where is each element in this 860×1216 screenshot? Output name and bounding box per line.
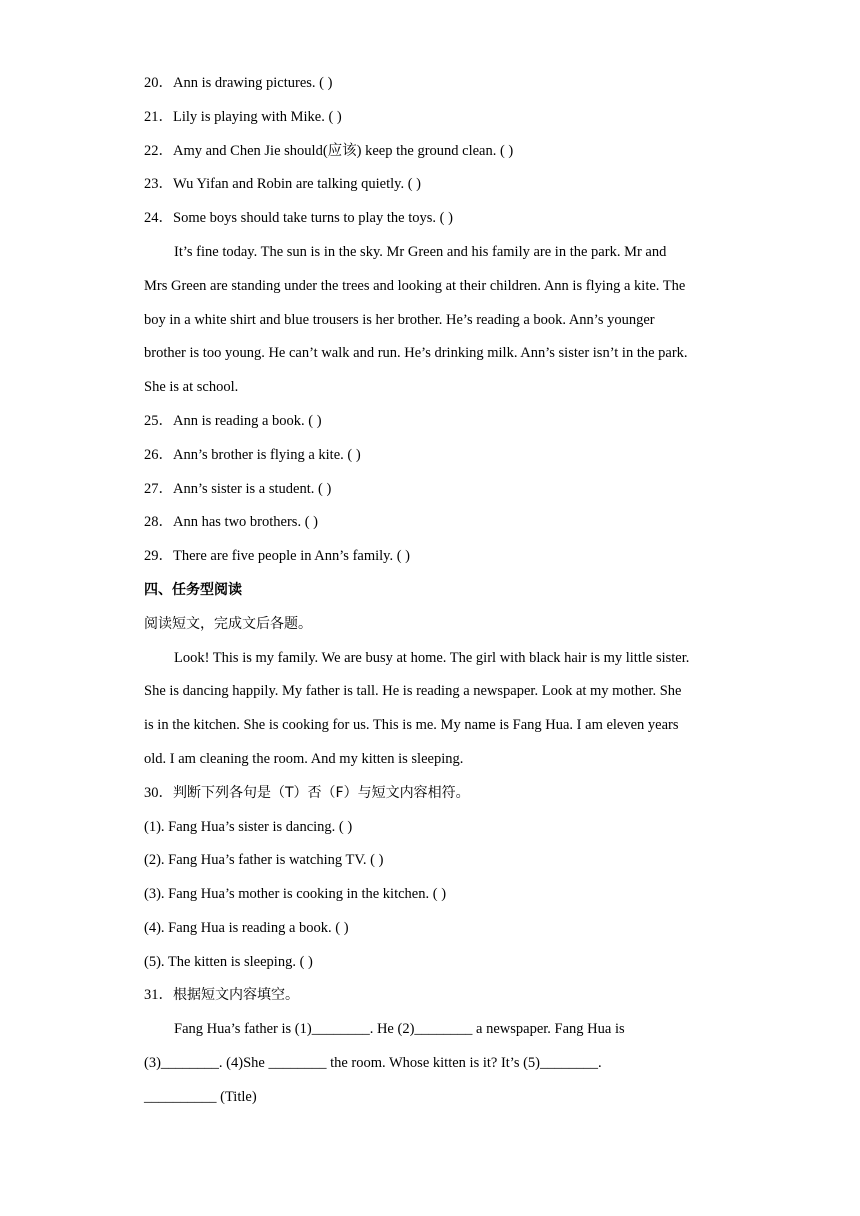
question-28: 28．Ann has two brothers. ( ) — [144, 514, 318, 530]
question-26: 26．Ann’s brother is flying a kite. ( ) — [144, 447, 361, 463]
passage-1-line: She is at school. — [144, 379, 239, 395]
section-heading: 四、任务型阅读 — [144, 582, 242, 598]
question-31-title-blank: __________ (Title) — [144, 1089, 257, 1105]
question-30-item: (3). Fang Hua’s mother is cooking in the kitchen. ( ) — [144, 886, 447, 902]
question-27: 27．Ann’s sister is a student. ( ) — [144, 481, 332, 497]
passage-1-line: It’s fine today. The sun is in the sky. Mr Green and his family are in the park. Mr and — [174, 244, 667, 260]
question-31-line: (3)________. (4)She ________ the room. Whose kitten is it? It’s (5)________. — [144, 1055, 602, 1071]
question-31-line: Fang Hua’s father is (1)________. He (2)________ a newspaper. Fang Hua is — [174, 1021, 625, 1037]
question-31: 31．根据短文内容填空。 — [144, 987, 299, 1003]
question-30-item: (5). The kitten is sleeping. ( ) — [144, 954, 313, 970]
passage-1-line: brother is too young. He can’t walk and run. He’s drinking milk. Ann’s sister isn’t in the park. — [144, 345, 688, 361]
section-instruction: 阅读短文，完成文后各题。 — [144, 616, 312, 632]
question-21: 21．Lily is playing with Mike. ( ) — [144, 109, 342, 125]
passage-2-line: She is dancing happily. My father is tall. He is reading a newspaper. Look at my mother. She — [144, 683, 682, 699]
question-22: 22．Amy and Chen Jie should(应该) keep the ground clean. ( ) — [144, 143, 514, 159]
passage-1-line: boy in a white shirt and blue trousers is her brother. He’s reading a book. Ann’s younger — [144, 312, 655, 328]
passage-2-line: Look! This is my family. We are busy at home. The girl with black hair is my little sister. — [174, 650, 690, 666]
question-29: 29．There are five people in Ann’s family. ( ) — [144, 548, 411, 564]
question-30-item: (1). Fang Hua’s sister is dancing. ( ) — [144, 819, 353, 835]
question-24: 24．Some boys should take turns to play the toys. ( ) — [144, 210, 453, 226]
question-20: 20．Ann is drawing pictures. ( ) — [144, 75, 333, 91]
question-30: 30．判断下列各句是（T）否（F）与短文内容相符。 — [144, 785, 470, 801]
passage-1-line: Mrs Green are standing under the trees and looking at their children. Ann is flying a kite. The — [144, 278, 686, 294]
question-30-item: (2). Fang Hua’s father is watching TV. ( ) — [144, 852, 384, 868]
question-23: 23．Wu Yifan and Robin are talking quietly. ( ) — [144, 176, 422, 192]
passage-2-line: is in the kitchen. She is cooking for us. This is me. My name is Fang Hua. I am eleven years — [144, 717, 679, 733]
question-30-item: (4). Fang Hua is reading a book. ( ) — [144, 920, 349, 936]
question-25: 25．Ann is reading a book. ( ) — [144, 413, 322, 429]
passage-2-line: old. I am cleaning the room. And my kitten is sleeping. — [144, 751, 464, 767]
